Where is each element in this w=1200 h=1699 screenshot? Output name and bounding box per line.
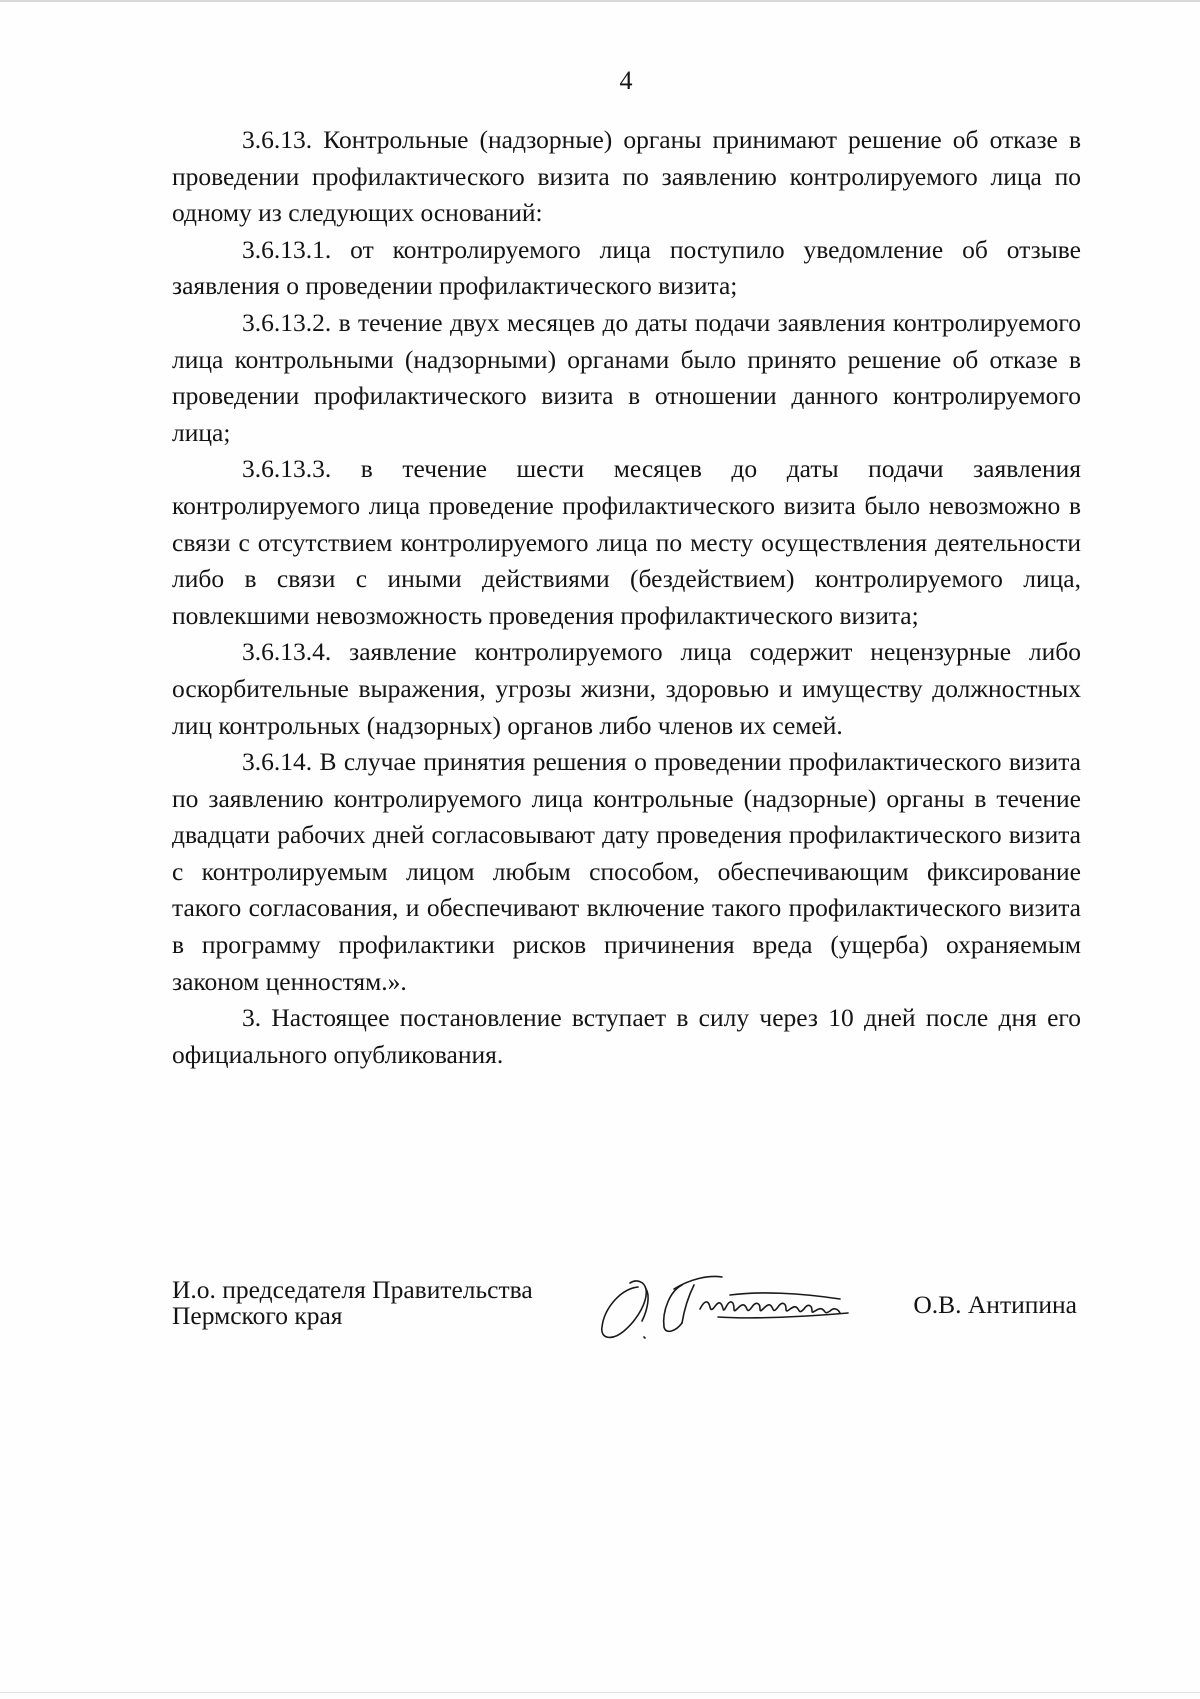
signatory-name: О.В. Антипина: [913, 1290, 1077, 1319]
page-number: 4: [619, 66, 633, 95]
scan-edge-bottom: [0, 1692, 1200, 1693]
paragraph-3-6-13-3: 3.6.13.3. в течение шести месяцев до даты подачи заявления контролируемого лица проведение профилактического визита было невозможно в связи с отсутствием контролируемого лица по месту осуществления деятельности либо в связи с иными действиями (бездействием) контролируемого лица, повлекшими невозможность проведения профилактического визита;: [172, 454, 1081, 630]
signatory-title: [172, 1277, 533, 1329]
signatory-title-line-1: И.о. председателя Правительства: [172, 1275, 533, 1304]
signatory-title-line-2: Пермского края: [172, 1301, 343, 1330]
signature-block: [172, 1277, 1081, 1357]
paragraph-3-6-13-4: 3.6.13.4. заявление контролируемого лица содержит нецензурные либо оскорбительные выражения, угрозы жизни, здоровью и имуществу должностных лиц контрольных (надзорных) органов либо членов их семей.: [172, 637, 1081, 740]
paragraph-3-6-13-2: 3.6.13.2. в течение двух месяцев до даты подачи заявления контролируемого лица контрольными (надзорными) органами было принято решение об отказе в проведении профилактического визита в отношении данного контролируемого лица;: [172, 307, 1081, 447]
paragraph-3-effective-date: 3. Настоящее постановление вступает в силу через 10 дней после дня его официального опубликования.: [172, 1003, 1081, 1069]
document-body: [172, 122, 1081, 1073]
paragraph-3-6-13-1: 3.6.13.1. от контролируемого лица поступило уведомление об отзыве заявления о проведении профилактического визита;: [172, 234, 1081, 301]
scan-edge-top: [0, 0, 1200, 2]
paragraph-3-6-13: 3.6.13. Контрольные (надзорные) органы принимают решение об отказе в проведении профилактического визита по заявлению контролируемого лица по одному из следующих оснований:: [172, 125, 1081, 228]
paragraph-3-6-14: 3.6.14. В случае принятия решения о проведении профилактического визита по заявлению контролируемого лица контрольные (надзорные) органы в течение двадцати рабочих дней согласовывают дату проведения профилактического визита с контролируемым лицом любым способом, обеспечивающим фиксирование такого согласования, и обеспечивают включение такого профилактического визита в программу профилактики рисков причинения вреда (ущерба) охраняемым законом ценностям.».: [172, 747, 1081, 996]
handwritten-signature: [590, 1265, 910, 1345]
